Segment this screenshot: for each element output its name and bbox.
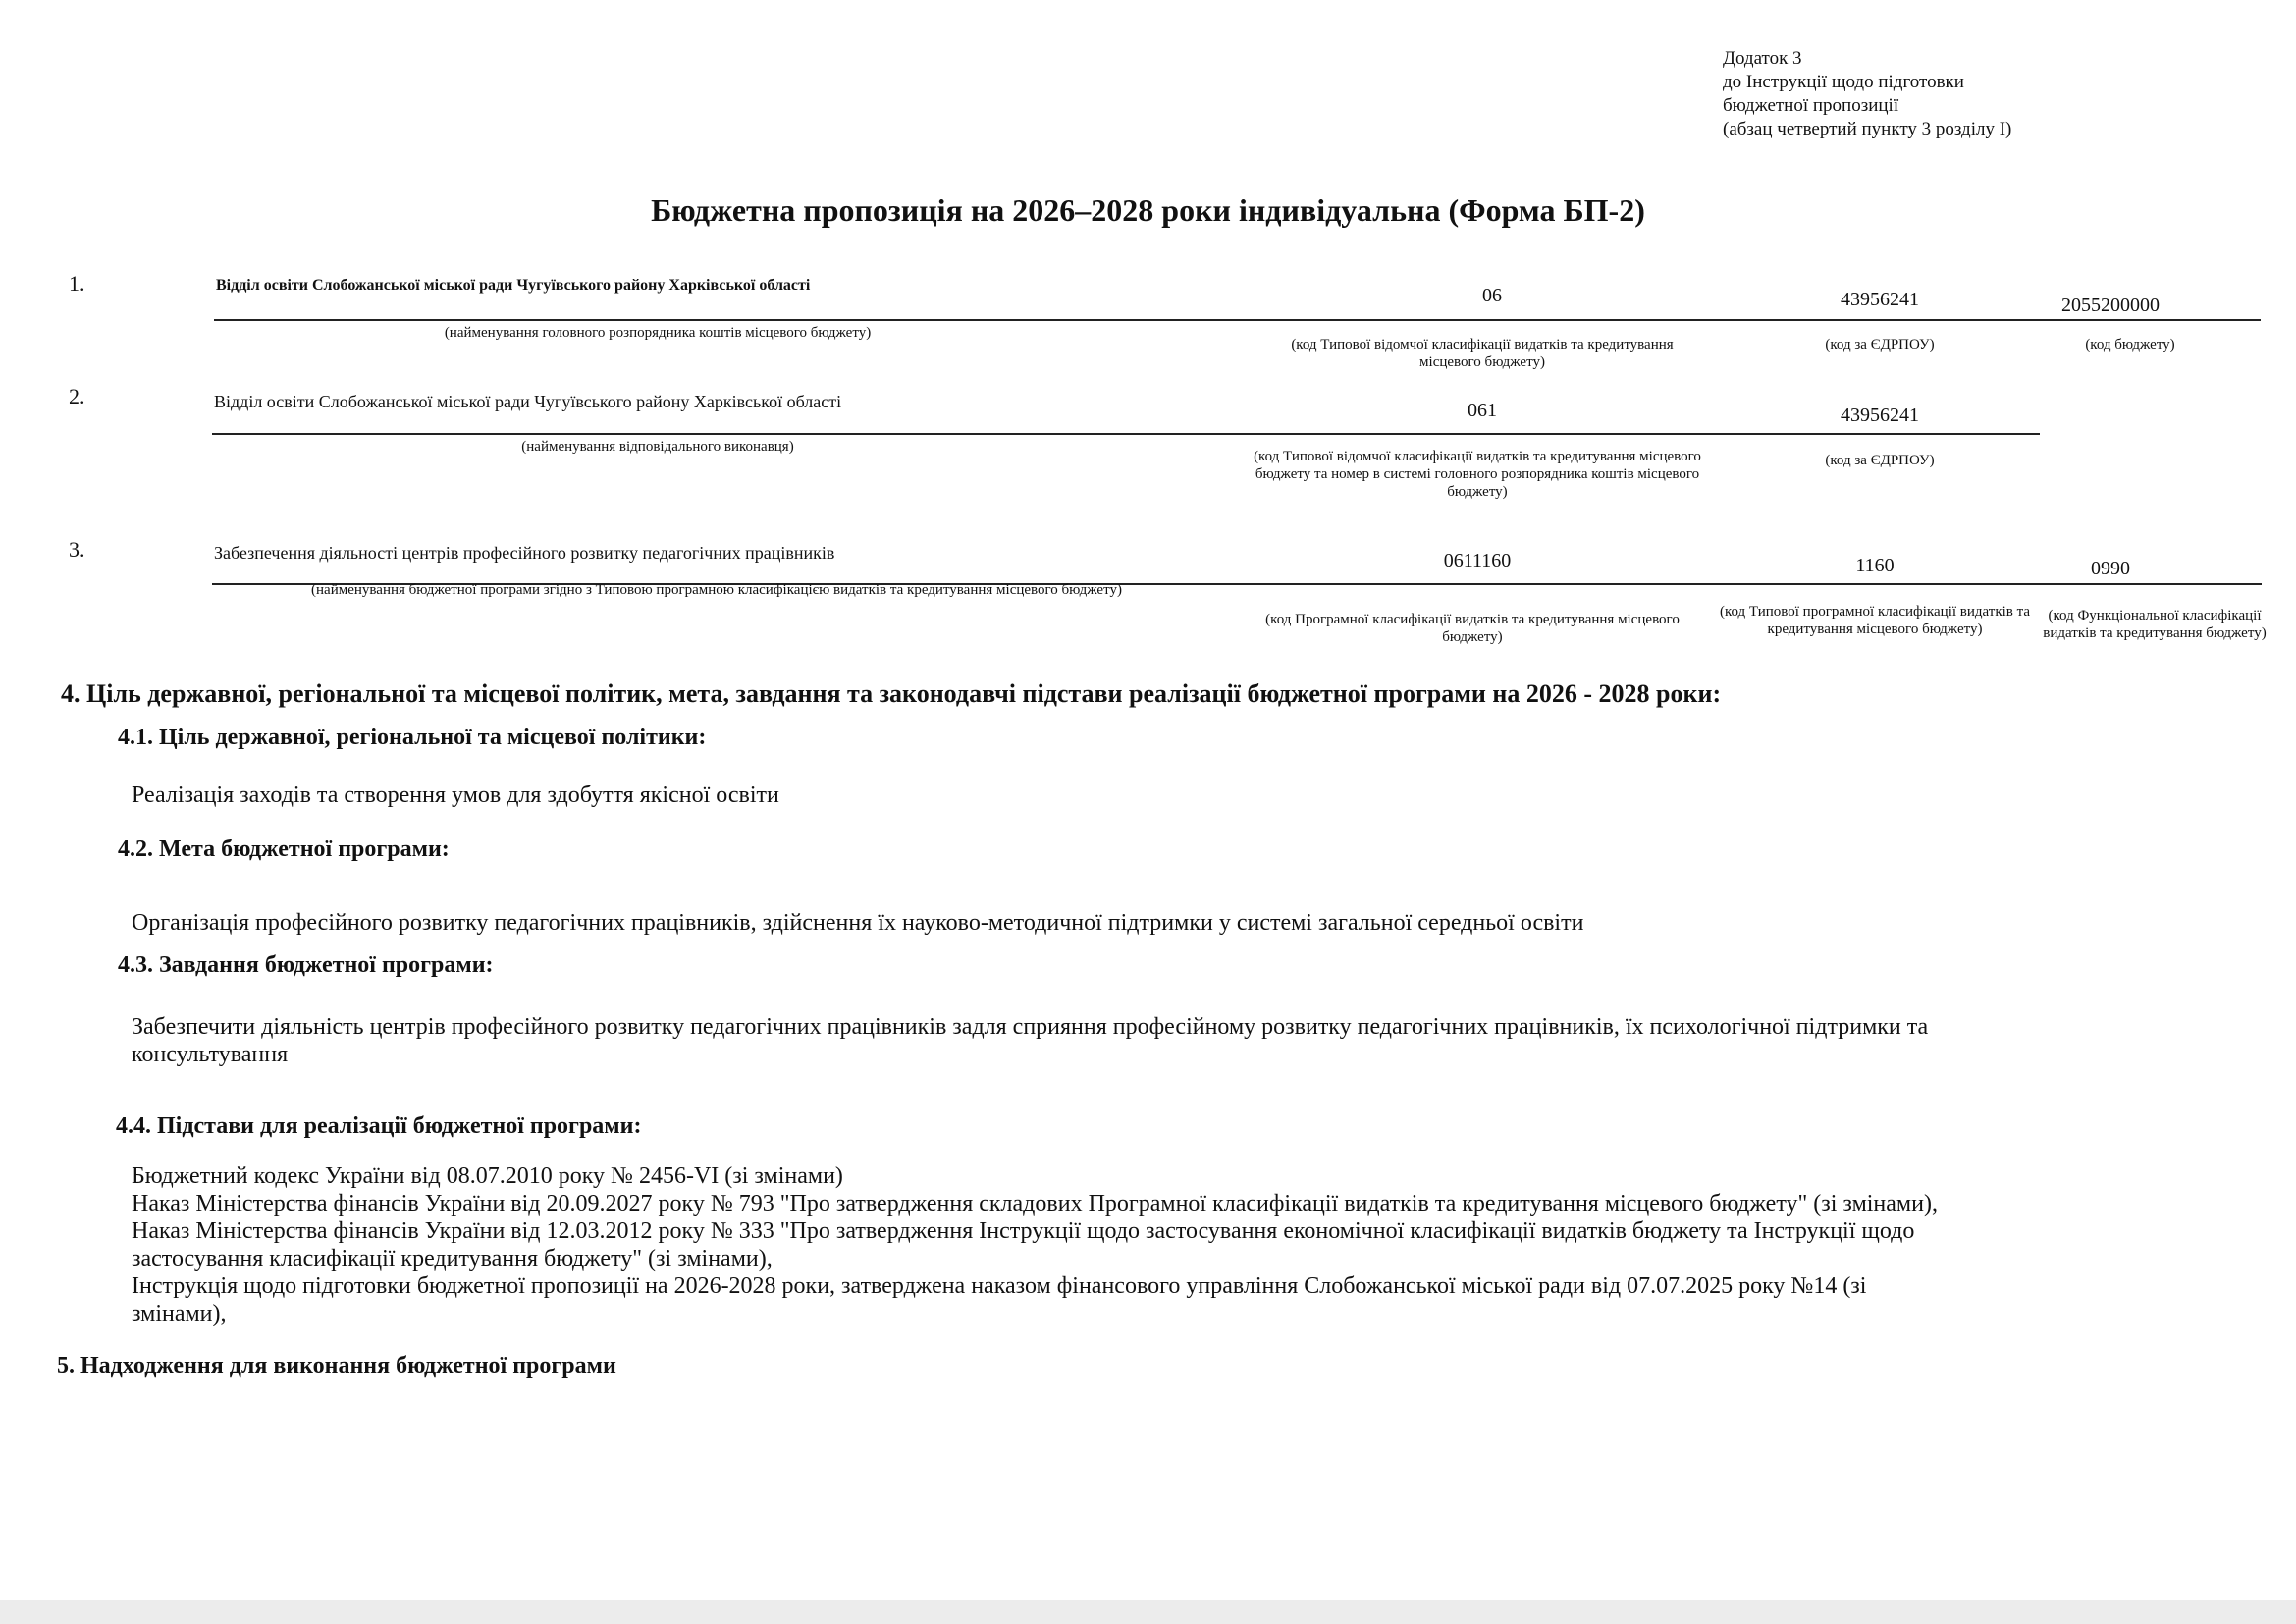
program-code: 0611160	[1443, 550, 1512, 571]
caption: (код Типової програмної класифікації видатків та кредитування місцевого бюджету)	[1719, 604, 2031, 637]
section-4-2-text: Організація професійного розвитку педагогічних працівників, здійснення їх науково-методичної підтримки у системі загальної середньої освіти	[132, 910, 1584, 936]
section-4-1-heading: 4.1. Ціль державної, регіональної та місцевої політики:	[118, 725, 707, 750]
row-number: 3.	[69, 537, 85, 562]
legal-basis-line: Бюджетний кодекс України від 08.07.2010 року № 2456-VI (зі змінами)	[132, 1164, 843, 1189]
legal-basis-line: змінами),	[132, 1301, 227, 1326]
caption: (найменування бюджетної програми згідно з Типовою програмною класифікацією видатків та кредитування місцевого бюджету)	[311, 582, 1122, 598]
row1-underline	[214, 319, 2261, 321]
caption: (код за ЄДРПОУ)	[1825, 453, 1935, 468]
main-manager-name: Відділ освіти Слобожанської міської ради Чугуївського району Харківської області	[216, 277, 811, 294]
scan-edge	[0, 1600, 2296, 1624]
legal-basis-line: Наказ Міністерства фінансів України від 20.09.2027 року № 793 "Про затвердження складових Програмної класифікації видатків та кредитування місцевого бюджету" (зі змінами),	[132, 1191, 1938, 1217]
section-4-4-heading: 4.4. Підстави для реалізації бюджетної програми:	[116, 1113, 642, 1139]
section-4-heading: 4. Ціль державної, регіональної та місцевої політик, мета, завдання та законодавчі підстави реалізації бюджетної програми на 2026 - 2028 роки:	[61, 679, 1722, 708]
caption: (код Програмної класифікації видатків та кредитування місцевого бюджету)	[1265, 612, 1680, 645]
legal-basis-line: Інструкція щодо підготовки бюджетної пропозиції на 2026-2028 роки, затверджена наказом фінансового управління Слобожанської міської ради від 07.07.2025 року №14 (зі	[132, 1273, 1867, 1299]
program-name: Забезпечення діяльності центрів професійного розвитку педагогічних працівників	[214, 543, 835, 563]
department-code: 06	[1482, 285, 1502, 306]
caption: (код бюджету)	[2085, 337, 2175, 352]
text-line: Забезпечити діяльність центрів професійного розвитку педагогічних працівників задля сприяння професійному розвитку педагогічних працівників, їх психологічної підтримки та	[132, 1014, 1929, 1040]
row2-underline	[212, 433, 2040, 435]
addendum-line: Додаток 3	[1723, 48, 1802, 69]
section-4-3-text	[132, 1013, 1928, 1068]
caption: (найменування головного розпорядника коштів місцевого бюджету)	[444, 325, 872, 341]
edrpou-code: 43956241	[1841, 405, 1919, 426]
functional-code: 0990	[2091, 558, 2130, 579]
caption: (код Функціональної класифікації видатків та кредитування бюджету)	[2043, 608, 2267, 641]
legal-basis-line: Наказ Міністерства фінансів України від 12.03.2012 року № 333 "Про затвердження Інструкції щодо застосування економічної класифікації видатків бюджету та Інструкції щодо	[132, 1218, 1915, 1244]
text-line: консультування	[132, 1042, 289, 1067]
caption: (код за ЄДРПОУ)	[1825, 337, 1935, 352]
caption: (код Типової відомчої класифікації видатків та кредитування місцевого бюджету та номер в системі головного розпорядника коштів місцевого бюджету)	[1254, 449, 1701, 500]
caption: (найменування відповідального виконавця)	[521, 439, 794, 455]
row-number: 1.	[69, 271, 85, 296]
executor-name: Відділ освіти Слобожанської міської ради Чугуївського району Харківської області	[214, 392, 842, 411]
addendum-block	[1723, 47, 2011, 141]
legal-basis-line: застосування класифікації кредитування бюджету" (зі змінами),	[132, 1246, 773, 1272]
addendum-line: (абзац четвертий пункту 3 розділу I)	[1723, 119, 2012, 139]
section-5-heading: 5. Надходження для виконання бюджетної програми	[57, 1353, 616, 1379]
section-4-1-text: Реалізація заходів та створення умов для здобуття якісної освіти	[132, 783, 779, 808]
row-number: 2.	[69, 384, 85, 408]
budget-code: 2055200000	[2061, 295, 2160, 316]
edrpou-code: 43956241	[1841, 289, 1919, 310]
department-code: 061	[1468, 400, 1497, 421]
addendum-line: бюджетної пропозиції	[1723, 95, 1899, 116]
section-4-2-heading: 4.2. Мета бюджетної програми:	[118, 837, 450, 862]
addendum-line: до Інструкції щодо підготовки	[1723, 72, 1964, 92]
section-4-4-list	[132, 1163, 1938, 1327]
typical-program-code: 1160	[1855, 555, 1895, 576]
section-4-3-heading: 4.3. Завдання бюджетної програми:	[118, 952, 494, 978]
document-title: Бюджетна пропозиція на 2026–2028 роки індивідуальна (Форма БП-2)	[651, 192, 1645, 228]
caption: (код Типової відомчої класифікації видатків та кредитування місцевого бюджету)	[1291, 337, 1674, 370]
